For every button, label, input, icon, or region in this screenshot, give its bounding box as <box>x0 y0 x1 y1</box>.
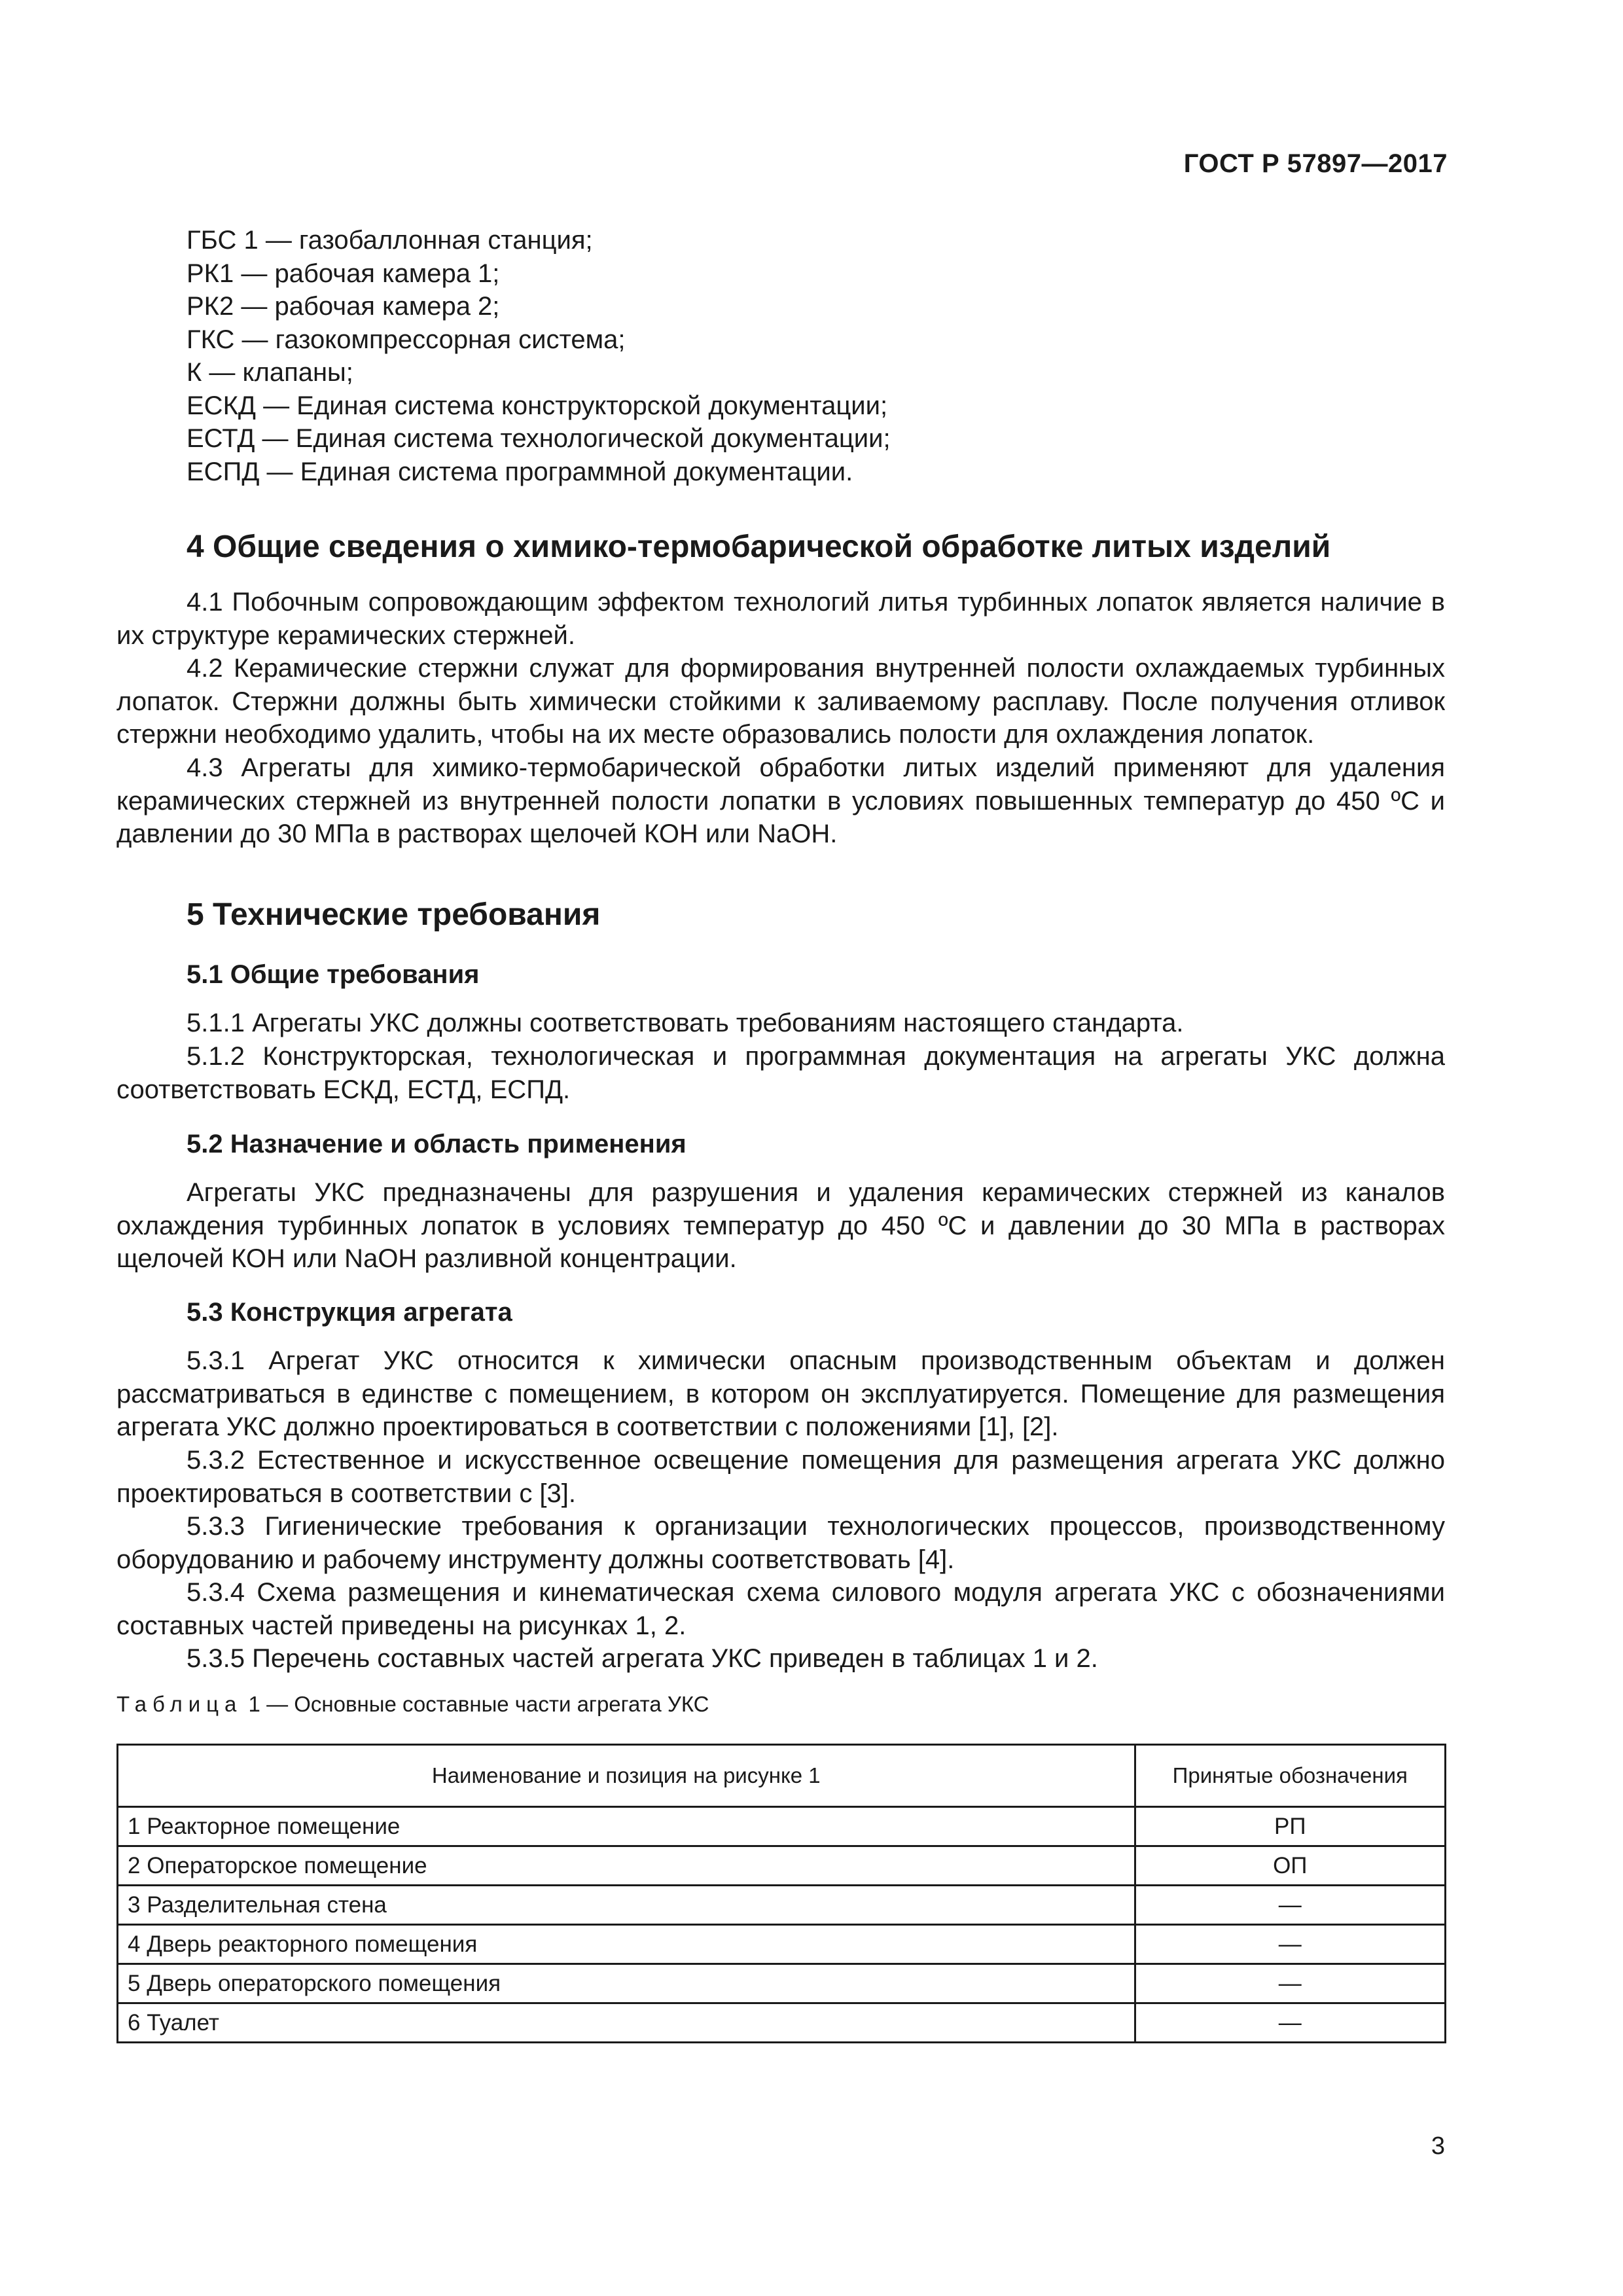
paragraph-5-1-1: 5.1.1 Агрегаты УКС должны соответствовать требованиям настоящего стандарта. <box>187 1009 1184 1037</box>
abbreviation-item: РК2 — рабочая камера 2; <box>187 292 500 321</box>
table-row <box>118 1846 1446 1886</box>
table-row <box>118 1964 1446 2003</box>
table-cell-designation: РП <box>1135 1807 1445 1846</box>
components-table <box>116 1744 1446 2043</box>
abbreviation-item: ЕСТД — Единая система технологической документации; <box>187 424 891 453</box>
table-cell-name: 1 Реакторное помещение <box>118 1807 1135 1846</box>
table-caption <box>116 1692 709 1717</box>
table-row <box>118 1807 1446 1846</box>
paragraph-5-3-3: 5.3.3 Гигиенические требования к организации технологических процессов, производственному оборудованию и рабочему инструменту должны соответствовать [4]. <box>116 1512 1445 1574</box>
abbreviation-item: ГКС — газокомпрессорная система; <box>187 325 626 354</box>
table-cell-designation: — <box>1135 1886 1445 1925</box>
table-row <box>118 1925 1446 1964</box>
table-cell-name: 5 Дверь операторского помещения <box>118 1964 1135 2003</box>
table-cell-name: 4 Дверь реакторного помещения <box>118 1925 1135 1964</box>
paragraph-5-3-4: 5.3.4 Схема размещения и кинематическая схема силового модуля агрегата УКС с обозначениями составных частей приведены на рисунках 1, 2. <box>116 1578 1445 1640</box>
paragraph-4-2: 4.2 Керамические стержни служат для формирования внутренней полости охлаждаемых турбинных лопаток. Стержни должны быть химически стойкими к заливаемому расплаву. После получения отливок стержни необходимо удалить, чтобы на их месте образовались полости для охлаждения лопаток. <box>116 654 1445 749</box>
table-cell-designation: — <box>1135 1925 1445 1964</box>
paragraph-5-2: Агрегаты УКС предназначены для разрушения и удаления керамических стержней из каналов охлаждения турбинных лопаток в условиях температур до 450 ºС и давлении до 30 МПа в растворах щелочей КОН или NaOH разливной концентрации. <box>116 1178 1445 1273</box>
table-row <box>118 1886 1446 1925</box>
paragraph-5-3-1: 5.3.1 Агрегат УКС относится к химически опасным производственным объектам и должен рассматриваться в единстве с помещением, в котором он эксплуатируется. Помещение для размещения агрегата УКС должно проектироваться в соответствии с положениями [1], [2]. <box>116 1346 1445 1441</box>
table-row <box>118 2003 1446 2043</box>
paragraph-4-1: 4.1 Побочным сопровождающим эффектом технологий литья турбинных лопаток является наличие в их структуре керамических стержней. <box>116 588 1445 650</box>
table-cell-name: 6 Туалет <box>118 2003 1135 2043</box>
page-number: 3 <box>1431 2132 1445 2160</box>
column-header-designation: Принятые обозначения <box>1135 1745 1445 1807</box>
section-5-2-heading: 5.2 Назначение и область применения <box>187 1130 687 1158</box>
section-5-1-heading: 5.1 Общие требования <box>187 960 480 989</box>
section-4-heading: 4 Общие сведения о химико-термобарической обработке литых изделий <box>187 529 1331 564</box>
table-cell-name: 2 Операторское помещение <box>118 1846 1135 1886</box>
document-code: ГОСТ Р 57897—2017 <box>1183 149 1448 178</box>
abbreviation-item: ЕСПД — Единая система программной документации. <box>187 457 853 486</box>
column-header-name: Наименование и позиция на рисунке 1 <box>118 1745 1135 1807</box>
table-header-row <box>118 1745 1446 1807</box>
paragraph-4-3: 4.3 Агрегаты для химико-термобарической обработки литых изделий применяют для удаления керамических стержней из внутренней полости лопатки в условиях повышенных температур до 450 ºС и давлении до 30 МПа в растворах щелочей КОН или NaOH. <box>116 753 1445 848</box>
paragraph-5-1-2: 5.1.2 Конструкторская, технологическая и программная документация на агрегаты УКС должна соответствовать ЕСКД, ЕСТД, ЕСПД. <box>116 1042 1445 1104</box>
abbreviation-item: ЕСКД — Единая система конструкторской документации; <box>187 391 888 420</box>
abbreviation-list <box>187 224 891 488</box>
paragraph-5-3-5: 5.3.5 Перечень составных частей агрегата УКС приведен в таблицах 1 и 2. <box>187 1644 1098 1673</box>
table-cell-name: 3 Разделительная стена <box>118 1886 1135 1925</box>
table-caption-text: 1 — Основные составные части агрегата УКС <box>242 1692 709 1716</box>
table-cell-designation: ОП <box>1135 1846 1445 1886</box>
table-caption-label: Таблица <box>116 1692 243 1716</box>
table-cell-designation: — <box>1135 2003 1445 2043</box>
paragraph-5-3-2: 5.3.2 Естественное и искусственное освещение помещения для размещения агрегата УКС должно проектироваться в соответствии с [3]. <box>116 1446 1445 1508</box>
section-5-heading: 5 Технические требования <box>187 897 601 932</box>
section-5-3-heading: 5.3 Конструкция агрегата <box>187 1298 512 1327</box>
abbreviation-item: ГБС 1 — газобаллонная станция; <box>187 226 593 255</box>
abbreviation-item: К — клапаны; <box>187 358 353 387</box>
table-cell-designation: — <box>1135 1964 1445 2003</box>
abbreviation-item: РК1 — рабочая камера 1; <box>187 259 500 288</box>
